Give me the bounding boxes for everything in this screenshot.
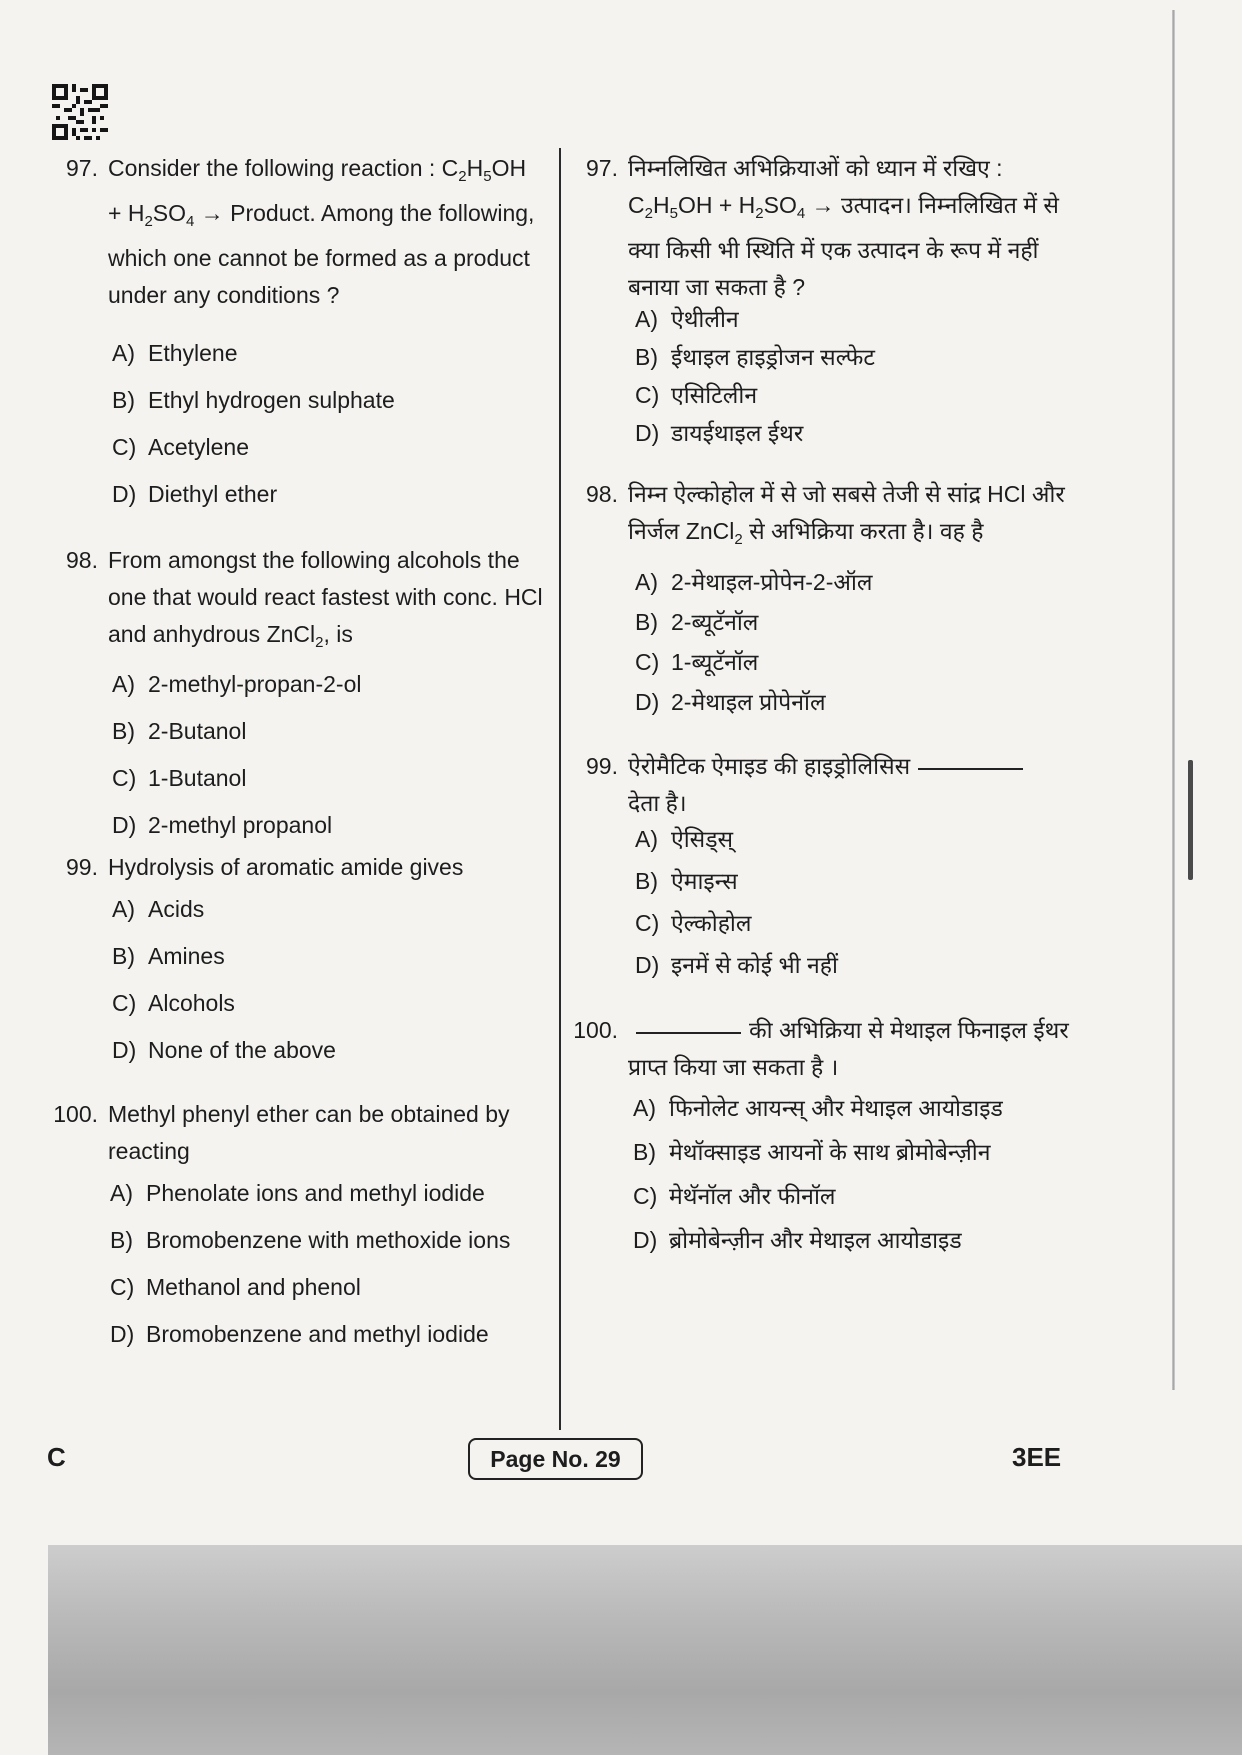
options-100-en [65,1170,545,1358]
scan-shadow [48,1545,1242,1755]
question-number: 99. [66,854,98,880]
question-98-en [65,542,545,661]
option-98a-en: A) 2-methyl-propan-2-ol [112,671,362,697]
option-97c-hi: C) एसिटिलीन [635,382,758,408]
options-98-hi [588,562,1088,722]
page-number-box: Page No. 29 [468,1438,643,1480]
question-text: निम्नलिखित अभिक्रियाओं को ध्यान में रखिए : $C_2H_5OH + H_2SO_4$ → उत्पादन। निम्नलिखित में से क्या किसी भी स्थिति में एक उत्पादन के रूप में नहीं बनाया जा सकता है ? [628,155,1059,300]
option-98d-en: D) 2-methyl propanol [112,812,333,838]
option-99a-en: A) Acids [112,896,205,922]
option-97a-en: A) Ethylene [112,340,238,366]
qr-code-icon [52,84,108,140]
fill-in-blank [636,1030,741,1034]
booklet-code: 3EE [1012,1442,1062,1472]
page-edge-line [1172,10,1175,1390]
option-97b-en: B) Ethyl hydrogen sulphate [112,387,395,413]
question-number: 100. [53,1101,98,1127]
option-100d-en: D) Bromobenzene and methyl iodide [110,1321,489,1347]
question-number: 98. [586,481,618,507]
option-97b-hi: B) ईथाइल हाइड्रोजन सल्फेट [635,344,875,370]
option-99d-en: D) None of the above [112,1037,336,1063]
option-99b-hi: B) ऐमाइन्स [635,868,738,894]
options-98-en [65,661,545,849]
question-text: Methyl phenyl ether can be obtained by reacting [108,1101,510,1164]
question-text: Consider the following reaction : $C_2H_5OH + H_2SO_4$ → Product. Among the following, which one cannot be formed as a product under any conditions ? [108,155,535,308]
option-99d-hi: D) इनमें से कोई भी नहीं [635,952,838,978]
question-number: 100. [573,1017,618,1043]
option-99c-en: C) Alcohols [112,990,235,1016]
option-98c-en: C) 1-Butanol [112,765,247,791]
question-text: Hydrolysis of aromatic amide gives [108,854,464,880]
booklet-series-code: C [47,1442,66,1472]
option-100a-hi: A) फिनोलेट आयन्स् और मेथाइल आयोडाइड [633,1095,1003,1121]
options-97-hi [588,300,1088,452]
question-text: की अभिक्रिया से मेथाइल फिनाइल ईथर प्राप्त किया जा सकता है । [628,1017,1069,1080]
question-97-en [65,150,545,330]
column-divider [559,148,561,1430]
options-100-hi [588,1086,1088,1262]
question-number: 97. [66,155,98,181]
option-100b-hi: B) मेथॉक्साइड आयनों के साथ ब्रोमोबेन्ज़ीन [633,1139,991,1165]
option-100c-en: C) Methanol and phenol [110,1274,361,1300]
english-column [53,150,545,1358]
option-99b-en: B) Amines [112,943,225,969]
question-98-hi [588,476,1088,558]
options-97-en [65,330,545,518]
question-97-hi [588,150,1088,306]
option-100d-hi: D) ब्रोमोबेन्ज़ीन और मेथाइल आयोडाइड [633,1227,962,1253]
option-97d-hi: D) डायईथाइल ईथर [635,420,804,446]
question-text: ऐरोमैटिक ऐमाइड की हाइड्रोलिसिस देता है। [628,748,1088,822]
option-98b-hi: B) 2-ब्यूटॅनॉल [635,609,759,635]
option-100c-hi: C) मेथॅनॉल और फीनॉल [633,1183,836,1209]
option-97a-hi: A) ऐथीलीन [635,306,739,332]
question-number: 97. [586,155,618,181]
question-text: निम्न ऐल्कोहोल में से जो सबसे तेजी से सांद्र HCl और निर्जल ZnCl$_2$ से अभिक्रिया करता है। वह है [628,481,1065,548]
option-98b-en: B) 2-Butanol [112,718,247,744]
fill-in-blank [918,766,1023,770]
question-100-en [53,1096,545,1358]
option-97d-en: D) Diethyl ether [112,481,278,507]
question-99-en [65,849,545,886]
question-number: 99. [586,753,618,779]
option-97c-en: C) Acetylene [112,434,250,460]
hindi-column [573,150,1088,1262]
options-99-en [65,886,545,1074]
option-99a-hi: A) ऐसिड्स् [635,826,734,852]
question-number: 98. [66,547,98,573]
question-100-hi [573,1012,1088,1262]
question-99-hi [588,748,1088,822]
option-98c-hi: C) 1-ब्यूटॅनॉल [635,649,759,675]
page-edge-mark [1188,760,1193,880]
option-98a-hi: A) 2-मेथाइल-प्रोपेन-2-ऑल [635,569,873,595]
option-99c-hi: C) ऐल्कोहोल [635,910,752,936]
options-99-hi [588,818,1088,986]
option-100b-en: B) Bromobenzene with methoxide ions [110,1227,511,1253]
option-98d-hi: D) 2-मेथाइल प्रोपेनॉल [635,689,826,715]
option-100a-en: A) Phenolate ions and methyl iodide [110,1180,485,1206]
question-text: From amongst the following alcohols the one that would react fastest with conc. HCl and anhydrous ZnCl$_2$, is [108,547,543,651]
